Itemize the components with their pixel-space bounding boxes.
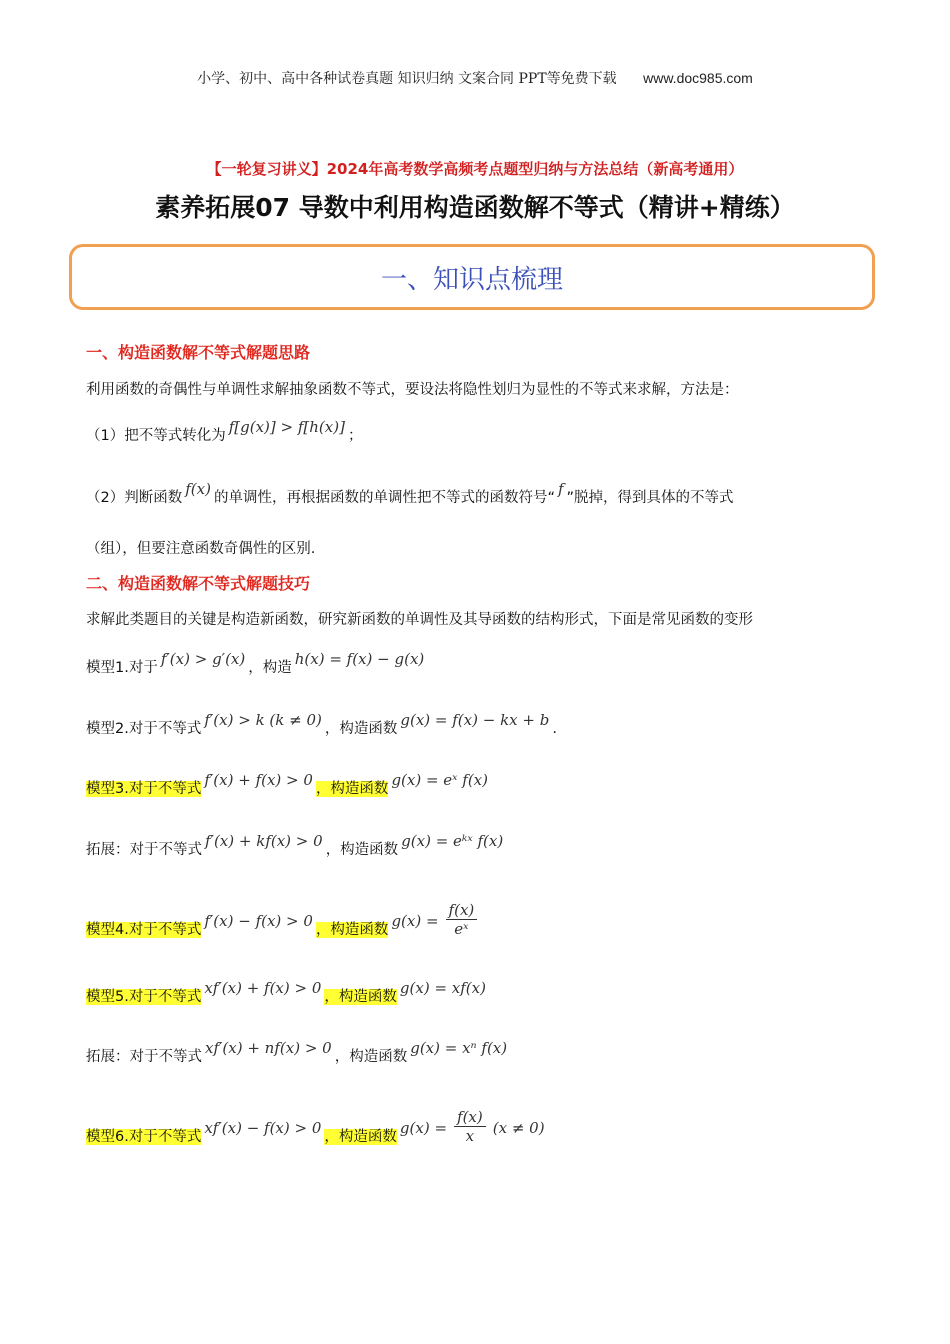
part1-step2-cont: （组），但要注意函数奇偶性的区别. [86,541,316,557]
formula: g(x) = [399,1118,448,1137]
model-5: 模型5.对于不等式 xf′(x) + f(x) > 0 ，构造函数 g(x) = xf(x) [86,979,486,1005]
section-box [69,244,875,310]
part1-intro: 利用函数的奇偶性与单调性求解抽象函数不等式，要设法将隐性划归为显性的不等式来求解，方法是： [86,382,739,398]
formula: h(x) = f(x) − g(x) [294,650,425,668]
formula: (x ≠ 0) [492,1118,545,1137]
series-subtitle: 【一轮复习讲义】2024年高考数学高频考点题型归纳与方法总结（新高考通用） [206,160,744,178]
formula: f [557,480,564,498]
part1-heading: 一、构造函数解不等式解题思路 [86,343,311,362]
formula: g(x) = f(x) − kx + b [400,711,550,729]
page-title: 素养拓展07 导数中利用构造函数解不等式（精讲+精练） [155,193,795,222]
model-2: 模型2.对于不等式 f′(x) > k (k ≠ 0) ，构造函数 g(x) = f(x) − kx + b . [86,711,557,737]
part2-heading: 二、构造函数解不等式解题技巧 [86,574,311,593]
formula: f′(x) − f(x) > 0 [204,911,313,930]
extension-3: 拓展：对于不等式 f′(x) + kf(x) > 0 ，构造函数 g(x) = eᵏˣ f(x) [86,832,504,858]
model-3: 模型3.对于不等式 f′(x) + f(x) > 0 ，构造函数 g(x) = eˣ f(x) [86,771,488,797]
formula: f′(x) > g′(x) [160,650,246,668]
header-site-link[interactable]: www.doc985.com [643,70,753,86]
formula: g(x) = xf(x) [399,979,486,997]
model-1: 模型1.对于 f′(x) > g′(x) ，构造 h(x) = f(x) − g(x) [86,650,425,676]
header-text: 小学、初中、高中各种试卷真题 知识归纳 文案合同 PPT等免费下载 [197,71,617,87]
formula: g(x) = [391,911,439,930]
formula: f′(x) + kf(x) > 0 [205,832,323,850]
formula: g(x) = eˣ f(x) [391,771,488,789]
formula: f(x) [185,480,211,498]
formula: xf′(x) + f(x) > 0 [204,979,322,997]
section-box-title: 一、知识点梳理 [380,264,563,295]
formula: g(x) = eᵏˣ f(x) [401,832,504,850]
extension-5: 拓展：对于不等式 xf′(x) + nf(x) > 0 ，构造函数 g(x) = xⁿ f(x) [86,1039,508,1065]
page-header [0,68,950,88]
formula: f′(x) + f(x) > 0 [204,771,313,789]
model-6: 模型6.对于不等式 xf′(x) − f(x) > 0 ，构造函数 g(x) = $\frac{f(x)}{x}$ (x ≠ 0) [86,1108,545,1145]
model-4: 模型4.对于不等式 f′(x) − f(x) > 0 ，构造函数 g(x) = $\frac{f(x)}{\text{eˣ}}$ [86,911,481,948]
formula: f′(x) > k (k ≠ 0) [204,711,322,729]
fraction: $\frac{f(x)}{\text{eˣ}}$ [446,901,478,938]
formula: xf′(x) − f(x) > 0 [204,1118,322,1137]
formula: f[g(x)] > f[h(x)] [228,418,345,436]
part1-step1: （1）把不等式转化为 f[g(x)] > f[h(x)] ； [86,418,363,444]
part2-intro: 求解此类题目的关键是构造新函数，研究新函数的单调性及其导函数的结构形式，下面是常见函数的变形 [86,612,753,628]
part1-step2: （2）判断函数 f(x) 的单调性，再根据函数的单调性把不等式的函数符号“ f ”脱掉，得到具体的不等式 [86,480,734,506]
fraction: $\frac{f(x)}{x}$ [454,1108,486,1145]
formula: xf′(x) + nf(x) > 0 [205,1039,332,1057]
formula: g(x) = xⁿ f(x) [410,1039,508,1057]
